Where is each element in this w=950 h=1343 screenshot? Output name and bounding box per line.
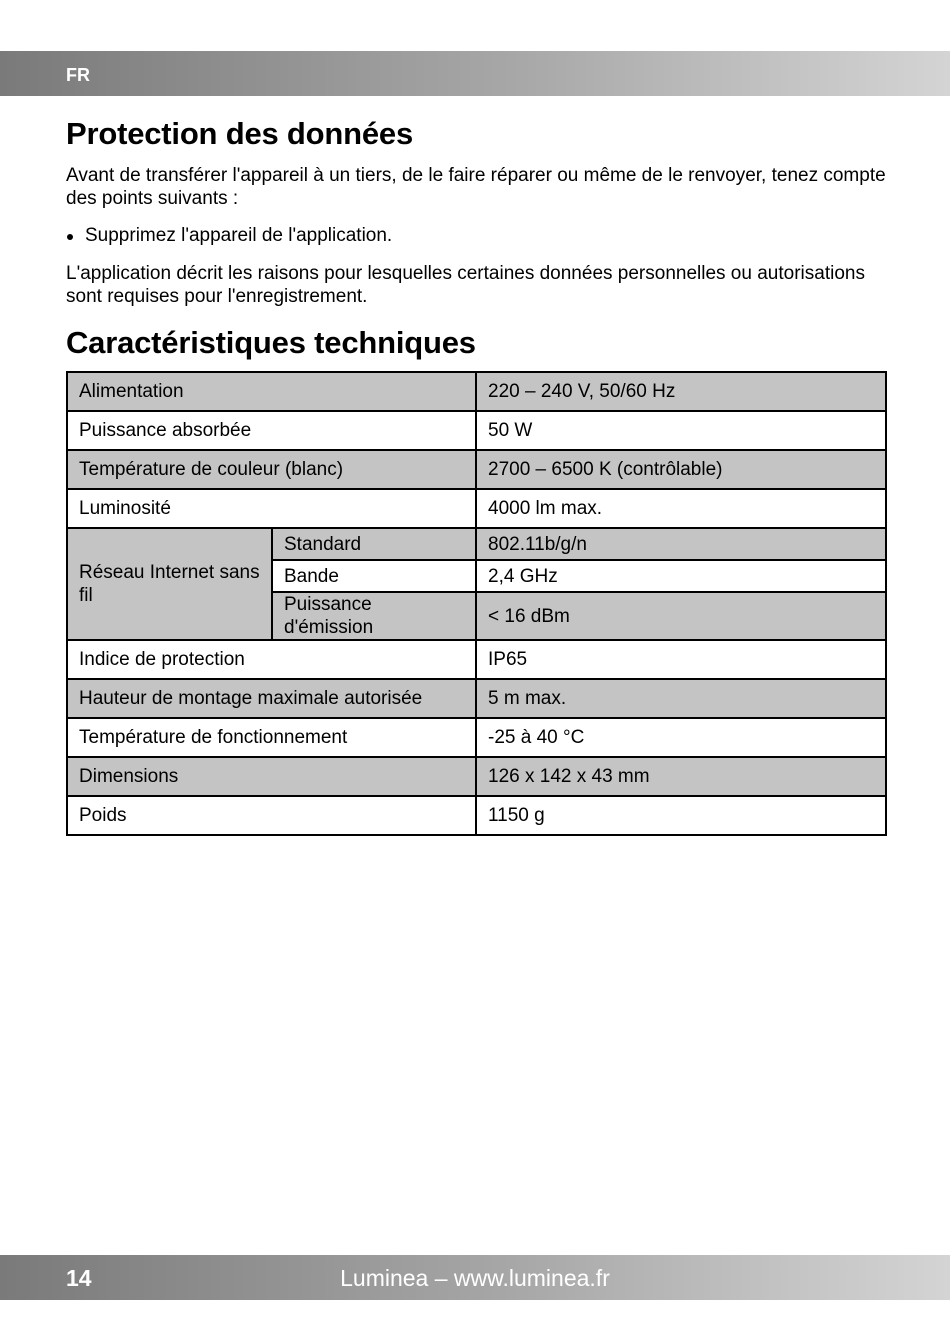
table-row bbox=[67, 679, 886, 718]
specs-title: Caractéristiques techniques bbox=[66, 325, 476, 360]
data-protection-list bbox=[66, 224, 886, 247]
page-number: 14 bbox=[66, 1265, 92, 1291]
header-bar bbox=[0, 51, 950, 96]
language-label: FR bbox=[66, 65, 90, 85]
table-row bbox=[67, 411, 886, 450]
page-content bbox=[66, 112, 886, 836]
spec-label: Hauteur de montage maximale autorisée bbox=[67, 679, 476, 718]
spec-value: 2700 – 6500 K (contrôlable) bbox=[476, 450, 886, 489]
spec-label: Dimensions bbox=[67, 757, 476, 796]
table-row bbox=[67, 796, 886, 835]
spec-label: Luminosité bbox=[67, 489, 476, 528]
spec-value: 220 – 240 V, 50/60 Hz bbox=[476, 372, 886, 411]
table-row bbox=[67, 528, 886, 560]
table-row bbox=[67, 640, 886, 679]
spec-label: Puissance absorbée bbox=[67, 411, 476, 450]
spec-value: -25 à 40 °C bbox=[476, 718, 886, 757]
specs-table bbox=[66, 371, 887, 836]
spec-value: 50 W bbox=[476, 411, 886, 450]
list-item: Supprimez l'appareil de l'application. bbox=[66, 224, 886, 247]
table-row bbox=[67, 489, 886, 528]
spec-value: 802.11b/g/n bbox=[476, 528, 886, 560]
table-row bbox=[67, 450, 886, 489]
spec-value: 2,4 GHz bbox=[476, 560, 886, 592]
table-row bbox=[67, 372, 886, 411]
spec-sublabel: Puissance d'émission bbox=[272, 592, 476, 640]
spec-sublabel: Bande bbox=[272, 560, 476, 592]
spec-value: IP65 bbox=[476, 640, 886, 679]
spec-value: 1150 g bbox=[476, 796, 886, 835]
spec-value: 5 m max. bbox=[476, 679, 886, 718]
data-protection-title: Protection des données bbox=[66, 116, 413, 151]
spec-value: 126 x 142 x 43 mm bbox=[476, 757, 886, 796]
table-row bbox=[67, 718, 886, 757]
spec-label: Température de couleur (blanc) bbox=[67, 450, 476, 489]
spec-value: < 16 dBm bbox=[476, 592, 886, 640]
table-row bbox=[67, 757, 886, 796]
data-protection-note: L'application décrit les raisons pour lesquelles certaines données personnelles ou autorisations sont requises pour l'enregistrement. bbox=[66, 263, 865, 307]
footer-bar bbox=[0, 1255, 950, 1300]
wifi-label: Réseau Internet sans fil bbox=[67, 528, 272, 640]
spec-label: Indice de protection bbox=[67, 640, 476, 679]
spec-label: Température de fonctionnement bbox=[67, 718, 476, 757]
data-protection-intro: Avant de transférer l'appareil à un tiers, de le faire réparer ou même de le renvoyer, tenez compte des points suivants : bbox=[66, 165, 886, 209]
spec-value: 4000 lm max. bbox=[476, 489, 886, 528]
spec-label: Alimentation bbox=[67, 372, 476, 411]
footer-brand-url: Luminea – www.luminea.fr bbox=[340, 1265, 610, 1291]
spec-label: Poids bbox=[67, 796, 476, 835]
spec-sublabel: Standard bbox=[272, 528, 476, 560]
